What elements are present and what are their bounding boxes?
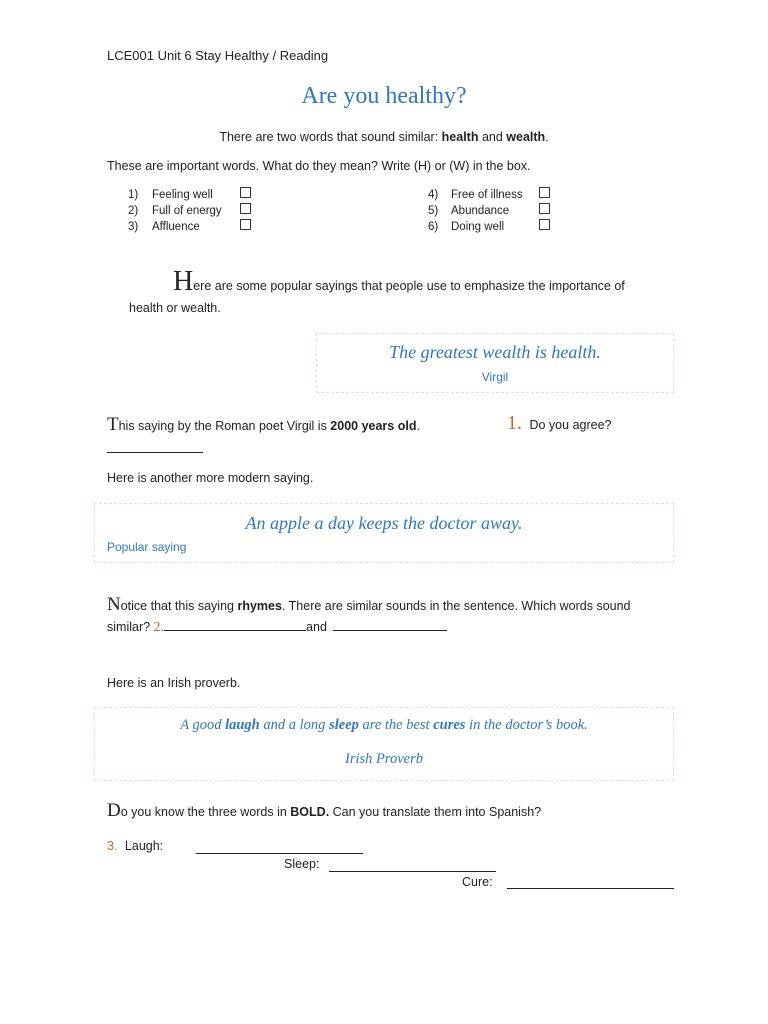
question-number: 3. <box>107 839 118 853</box>
question-number: 2. <box>153 620 165 635</box>
item-label: Affluence <box>152 221 200 233</box>
answer-line[interactable] <box>107 440 203 453</box>
drop-cap: N <box>107 594 121 615</box>
bold-text: rhymes <box>237 599 282 613</box>
sayings-intro-line2: health or wealth. <box>129 301 221 315</box>
intro-text: There are two words that sound similar: <box>219 130 442 144</box>
quote-text: An apple a day keeps the doctor away. <box>245 513 523 533</box>
sleep-answer-line[interactable] <box>329 859 496 872</box>
answer-line[interactable] <box>164 618 306 631</box>
sayings-intro-text: ere are some popular sayings that people use to emphasize the importance of <box>193 279 625 293</box>
paragraph-text: similar? <box>107 620 154 634</box>
irish-intro: Here is an Irish proverb. <box>107 676 241 690</box>
item-label: Abundance <box>451 205 510 217</box>
list-item <box>128 219 251 235</box>
page-header: LCE001 Unit 6 Stay Healthy / Reading <box>107 48 329 63</box>
item-label: Feeling well <box>152 189 213 201</box>
quote-text <box>94 717 674 734</box>
answer-checkbox[interactable] <box>539 187 550 198</box>
intro-and: and <box>478 130 507 144</box>
item-label: Free of illness <box>451 189 523 201</box>
answer-checkbox[interactable] <box>240 187 251 198</box>
bold-paragraph <box>107 800 541 822</box>
paragraph-end: . <box>416 419 420 433</box>
question-text: Do you agree? <box>529 418 612 432</box>
quote-part: A good <box>180 717 226 733</box>
word-list-left <box>128 187 251 235</box>
virgil-paragraph <box>107 414 420 436</box>
page-title: Are you healthy? <box>301 83 467 109</box>
list-item <box>428 187 550 203</box>
word-wealth: wealth <box>506 130 546 144</box>
item-number: 2) <box>128 205 139 217</box>
quote-text: The greatest wealth is health. <box>389 342 601 362</box>
answer-checkbox[interactable] <box>240 203 251 214</box>
quote-author: Virgil <box>481 370 509 384</box>
bold-word-sleep: sleep <box>329 717 359 733</box>
item-number: 5) <box>428 205 439 217</box>
answer-checkbox[interactable] <box>539 203 550 214</box>
bold-word-laugh: laugh <box>225 717 260 733</box>
instructions: These are important words. What do they mean? Write (H) or (W) in the box. <box>107 159 531 173</box>
drop-cap: D <box>107 800 121 821</box>
cure-label: Cure: <box>462 875 493 889</box>
rhyme-paragraph-line2 <box>107 618 447 636</box>
paragraph-text: his saying by the Roman poet Virgil is <box>118 419 331 433</box>
modern-intro: Here is another more modern saying. <box>107 471 314 485</box>
item-label: Doing well <box>451 221 505 233</box>
word-list-right <box>428 187 550 235</box>
answer-checkbox[interactable] <box>240 219 251 230</box>
word-health: health <box>441 130 479 144</box>
drop-cap: H <box>173 266 194 297</box>
quote-part: are the best <box>358 717 434 733</box>
cure-answer-line[interactable] <box>507 876 674 889</box>
intro-sentence <box>0 130 768 144</box>
quote-author: Irish Proverb <box>345 751 423 767</box>
intro-end: . <box>545 130 549 144</box>
item-number: 1) <box>128 189 139 201</box>
question-1 <box>507 412 612 435</box>
item-number: 4) <box>428 189 439 201</box>
laugh-label: Laugh: <box>124 839 164 853</box>
item-number: 3) <box>128 221 139 233</box>
paragraph-text: o you know the three words in <box>120 805 291 819</box>
bold-text: BOLD. <box>290 805 330 819</box>
item-label: Full of energy <box>152 205 222 217</box>
drop-cap: T <box>107 414 119 435</box>
list-item <box>128 187 251 203</box>
answer-line[interactable] <box>333 618 447 631</box>
list-item <box>428 219 550 235</box>
paragraph-text: . There are similar sounds in the sentence. Which words sound <box>281 599 631 613</box>
translate-laugh-row <box>107 839 163 853</box>
bold-word-cures: cures <box>433 717 466 733</box>
answer-checkbox[interactable] <box>539 219 550 230</box>
quote-part: and a long <box>259 717 330 733</box>
question-number: 1. <box>507 412 522 434</box>
sayings-intro-line1 <box>173 266 625 298</box>
paragraph-text: otice that this saying <box>120 599 238 613</box>
and-text: and <box>306 620 327 634</box>
sleep-label: Sleep: <box>284 857 320 871</box>
quote-author: Popular saying <box>107 540 187 554</box>
quote-part: in the doctor’s book. <box>465 717 588 733</box>
item-number: 6) <box>428 221 439 233</box>
bold-text: 2000 years old <box>330 419 417 433</box>
list-item <box>128 203 251 219</box>
list-item <box>428 203 550 219</box>
rhyme-paragraph-line1 <box>107 594 631 616</box>
paragraph-text: Can you translate them into Spanish? <box>329 805 542 819</box>
laugh-answer-line[interactable] <box>196 841 363 854</box>
